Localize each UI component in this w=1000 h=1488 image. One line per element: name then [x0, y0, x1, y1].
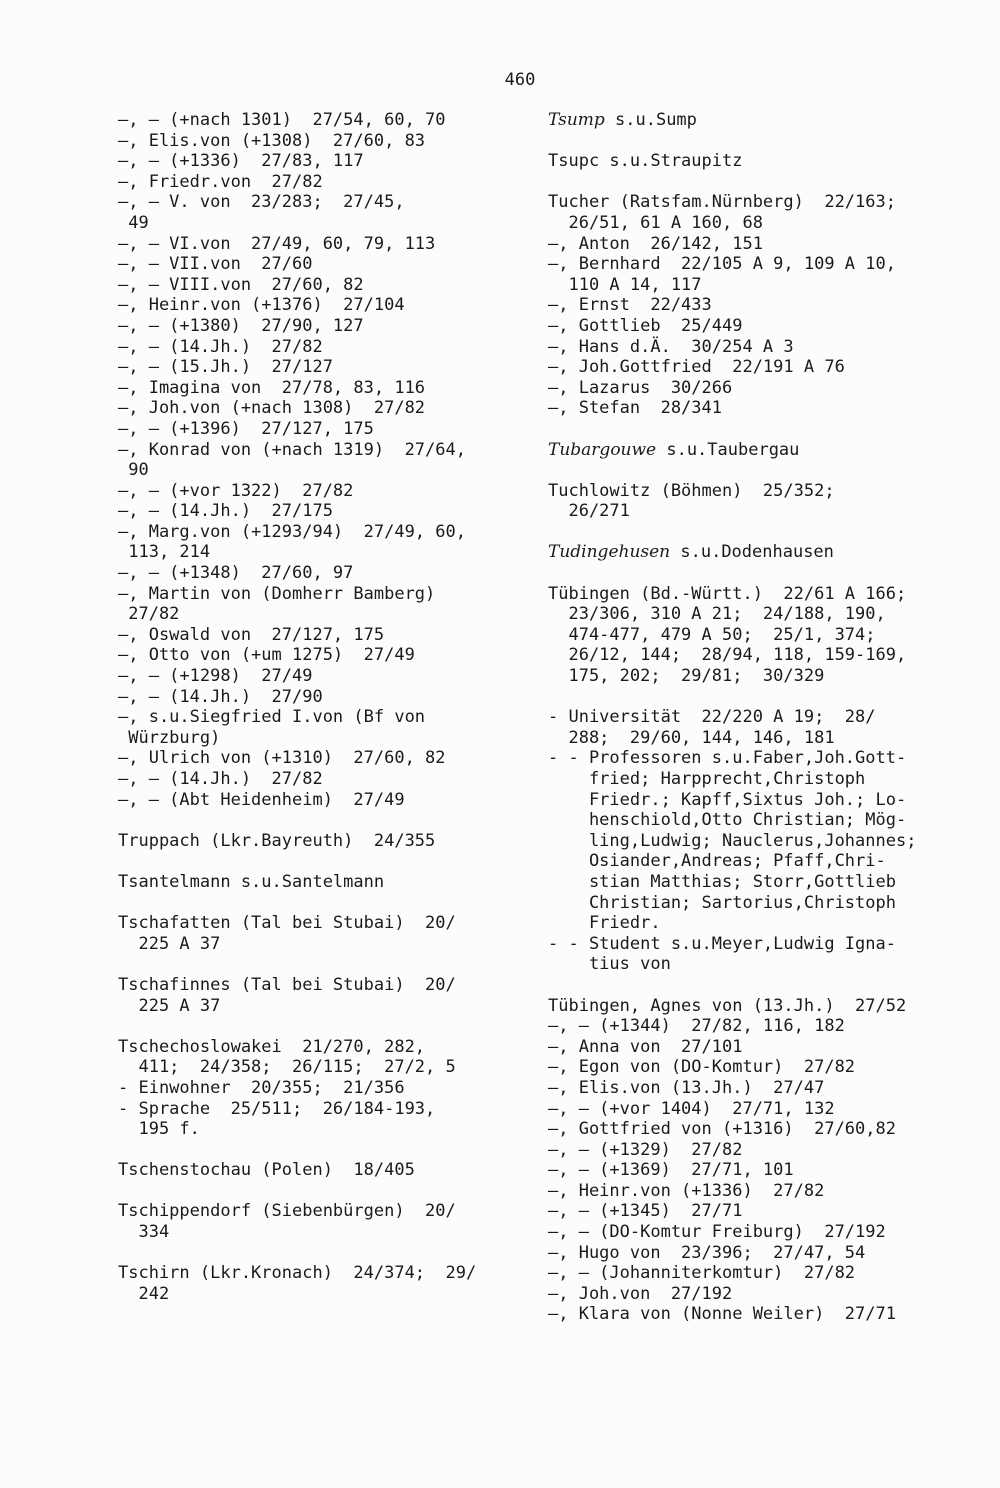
index-entry: Friedr.; Kapff,Sixtus Joh.; Lo- [548, 789, 907, 810]
index-entry: Truppach (Lkr.Bayreuth) 24/355 [118, 830, 436, 851]
index-entry: 242 [118, 1283, 170, 1304]
index-entry: —, — (+1345) 27/71 [548, 1201, 743, 1222]
index-entry-reference: s.u.Taubergau [656, 439, 800, 460]
entry-gap [118, 1181, 518, 1202]
index-entry: 225 A 37 [118, 995, 221, 1016]
index-entry: 175, 202; 29/81; 30/329 [548, 666, 825, 687]
index-entry: Christian; Sartorius,Christoph [548, 892, 896, 913]
index-entry: —, Klara von (Nonne Weiler) 27/71 [548, 1304, 896, 1325]
index-entry: —, Bernhard 22/105 A 9, 109 A 10, [548, 254, 896, 275]
entry-gap [118, 851, 518, 872]
index-entry: —, Hans d.Ä. 30/254 A 3 [548, 336, 794, 357]
index-entry: - - Student s.u.Meyer,Ludwig Igna- [548, 933, 896, 954]
index-entry: fried; Harpprecht,Christoph [548, 769, 866, 789]
index-entry-reference: s.u.Dodenhausen [670, 542, 834, 563]
index-entry: Tuchlowitz (Böhmen) 25/352; [548, 480, 835, 501]
index-entry: —, Heinr.von (+1376) 27/104 [118, 295, 405, 316]
index-entry: —, Joh.von (+nach 1308) 27/82 [118, 398, 426, 419]
index-entry: —, Elis.von (+1308) 27/60, 83 [118, 130, 426, 151]
index-entry: —, — (DO-Komtur Freiburg) 27/192 [548, 1222, 886, 1243]
index-entry: —, — (+1344) 27/82, 116, 182 [548, 1016, 845, 1037]
index-entry [548, 110, 988, 131]
index-entry: 27/82 [118, 604, 180, 625]
index-entry: Tsupc s.u.Straupitz [548, 151, 743, 172]
index-entry: —, Lazarus 30/266 [548, 377, 733, 398]
entry-gap [548, 460, 988, 481]
index-entry: Tucher (Ratsfam.Nürnberg) 22/163; [548, 192, 896, 213]
index-entry-reference: s.u.Sump [604, 110, 697, 130]
index-entry: - Universität 22/220 A 19; 28/ [548, 707, 876, 728]
index-entry: 225 A 37 [118, 933, 221, 954]
entry-gap [548, 975, 988, 996]
index-entry: —, — (14.Jh.) 27/175 [118, 501, 333, 522]
entry-gap [118, 954, 518, 975]
index-entry: Tschafatten (Tal bei Stubai) 20/ [118, 913, 456, 934]
index-entry: stian Matthias; Storr,Gottlieb [548, 871, 896, 892]
index-entry: —, s.u.Siegfried I.von (Bf von [118, 707, 426, 728]
index-entry-headword: Tubargouwe [548, 439, 657, 460]
index-entry: Tschenstochau (Polen) 18/405 [118, 1160, 415, 1181]
index-entry: Tschippendorf (Siebenbürgen) 20/ [118, 1201, 456, 1222]
index-entry: —, Joh.von 27/192 [548, 1283, 733, 1304]
index-entry: - Sprache 25/511; 26/184-193, [118, 1098, 436, 1119]
index-entry: —, — (+1348) 27/60, 97 [118, 563, 354, 584]
index-entry: —, — (Johanniterkomtur) 27/82 [548, 1263, 856, 1284]
index-entry: —, — V. von 23/283; 27/45, [118, 192, 405, 213]
index-entry: —, Joh.Gottfried 22/191 A 76 [548, 357, 845, 378]
index-entry: —, Imagina von 27/78, 83, 116 [118, 377, 426, 398]
index-entry: Friedr. [548, 913, 661, 934]
index-entry: —, Ulrich von (+1310) 27/60, 82 [118, 748, 446, 769]
index-entry: —, Anton 26/142, 151 [548, 233, 763, 254]
entry-gap [548, 522, 988, 543]
entry-gap [548, 419, 988, 440]
index-entry: —, — (+1369) 27/71, 101 [548, 1160, 794, 1181]
index-entry: —, Stefan 28/341 [548, 398, 722, 419]
index-entry: —, — (14.Jh.) 27/82 [118, 336, 323, 357]
index-entry: 334 [118, 1222, 170, 1243]
entry-gap [548, 172, 988, 193]
index-entry: —, Marg.von (+1293/94) 27/49, 60, [118, 521, 466, 542]
index-entry: —, Konrad von (+nach 1319) 27/64, [118, 439, 466, 460]
index-entry: —, Friedr.von 27/82 [118, 171, 323, 192]
index-entry: Osiander,Andreas; Pfaff,Chri- [548, 851, 886, 872]
index-entry: 26/12, 144; 28/94, 118, 159-169, [548, 645, 907, 666]
index-entry: —, — (+1380) 27/90, 127 [118, 315, 364, 336]
index-entry: Tsantelmann s.u.Santelmann [118, 871, 385, 892]
index-entry: Tschafinnes (Tal bei Stubai) 20/ [118, 974, 456, 995]
index-entry: —, Ernst 22/433 [548, 295, 712, 316]
entry-gap [118, 1243, 518, 1264]
index-entry: 411; 24/358; 26/115; 27/2, 5 [118, 1057, 456, 1078]
index-entry: —, — VIII.von 27/60, 82 [118, 274, 364, 295]
index-entry: —, — (+1396) 27/127, 175 [118, 418, 374, 439]
index-entry: Würzburg) [118, 727, 221, 748]
index-entry: —, Anna von 27/101 [548, 1036, 743, 1057]
index-entry: —, — (14.Jh.) 27/82 [118, 769, 323, 789]
index-entry: Tschirn (Lkr.Kronach) 24/374; 29/ [118, 1263, 477, 1284]
index-entry: —, — (+1336) 27/83, 117 [118, 151, 364, 172]
index-entry: —, — (+vor 1404) 27/71, 132 [548, 1098, 835, 1119]
index-entry: ling,Ludwig; Nauclerus,Johannes; [548, 830, 917, 851]
index-entry: henschiold,Otto Christian; Mög- [548, 810, 907, 831]
entry-gap [118, 893, 518, 914]
index-entry: —, Oswald von 27/127, 175 [118, 624, 385, 645]
index-column-right [548, 110, 988, 1325]
index-entry [548, 440, 988, 461]
index-entry: —, Gottlieb 25/449 [548, 315, 743, 336]
index-entry-headword: Tsump [548, 110, 605, 130]
index-entry: —, — (+1298) 27/49 [118, 666, 313, 687]
index-entry: 26/271 [548, 501, 630, 522]
index-entry: 110 A 14, 117 [548, 274, 702, 295]
index-entry: tius von [548, 954, 671, 975]
index-entry: 90 [118, 460, 149, 481]
index-entry: —, — (+vor 1322) 27/82 [118, 480, 354, 501]
index-entry: —, Otto von (+um 1275) 27/49 [118, 645, 415, 666]
index-entry: —, Elis.von (13.Jh.) 27/47 [548, 1077, 825, 1098]
index-entry: - - Professoren s.u.Faber,Joh.Gott- [548, 748, 907, 769]
index-entry: 23/306, 310 A 21; 24/188, 190, [548, 604, 886, 625]
index-entry: —, — (+1329) 27/82 [548, 1139, 743, 1160]
entry-gap [118, 1016, 518, 1037]
entry-gap [548, 563, 988, 584]
index-entry: 288; 29/60, 144, 146, 181 [548, 727, 835, 748]
index-entry: —, Martin von (Domherr Bamberg) [118, 583, 436, 604]
index-entry: —, — (14.Jh.) 27/90 [118, 686, 323, 707]
index-entry: Tübingen (Bd.-Württ.) 22/61 A 166; [548, 583, 907, 604]
index-entry: —, — (+nach 1301) 27/54, 60, 70 [118, 110, 446, 130]
index-entry: 49 [118, 212, 149, 233]
index-entry: - Einwohner 20/355; 21/356 [118, 1077, 405, 1098]
index-entry: —, Hugo von 23/396; 27/47, 54 [548, 1242, 866, 1263]
entry-gap [548, 687, 988, 708]
index-column-left [118, 110, 518, 1304]
index-entry: —, Gottfried von (+1316) 27/60,82 [548, 1119, 896, 1140]
page-number: 460 [504, 70, 536, 90]
index-entry-headword: Tudingehusen [548, 542, 671, 563]
index-entry: —, — VII.von 27/60 [118, 254, 313, 275]
entry-gap [548, 131, 988, 152]
index-entry: —, Egon von (DO-Komtur) 27/82 [548, 1057, 856, 1078]
entry-gap [118, 1140, 518, 1161]
index-entry: Tschechoslowakei 21/270, 282, [118, 1036, 426, 1057]
index-entry: 195 f. [118, 1119, 200, 1140]
index-entry: 26/51, 61 A 160, 68 [548, 212, 763, 233]
index-entry: —, Heinr.von (+1336) 27/82 [548, 1180, 825, 1201]
index-entry: —, — VI.von 27/49, 60, 79, 113 [118, 233, 436, 254]
index-entry: 113, 214 [118, 542, 211, 563]
index-entry: 474-477, 479 A 50; 25/1, 374; [548, 624, 876, 645]
index-entry: Tübingen, Agnes von (13.Jh.) 27/52 [548, 995, 907, 1016]
entry-gap [118, 810, 518, 831]
index-entry: —, — (15.Jh.) 27/127 [118, 357, 333, 378]
index-entry: —, — (Abt Heidenheim) 27/49 [118, 789, 405, 810]
index-entry [548, 542, 988, 563]
